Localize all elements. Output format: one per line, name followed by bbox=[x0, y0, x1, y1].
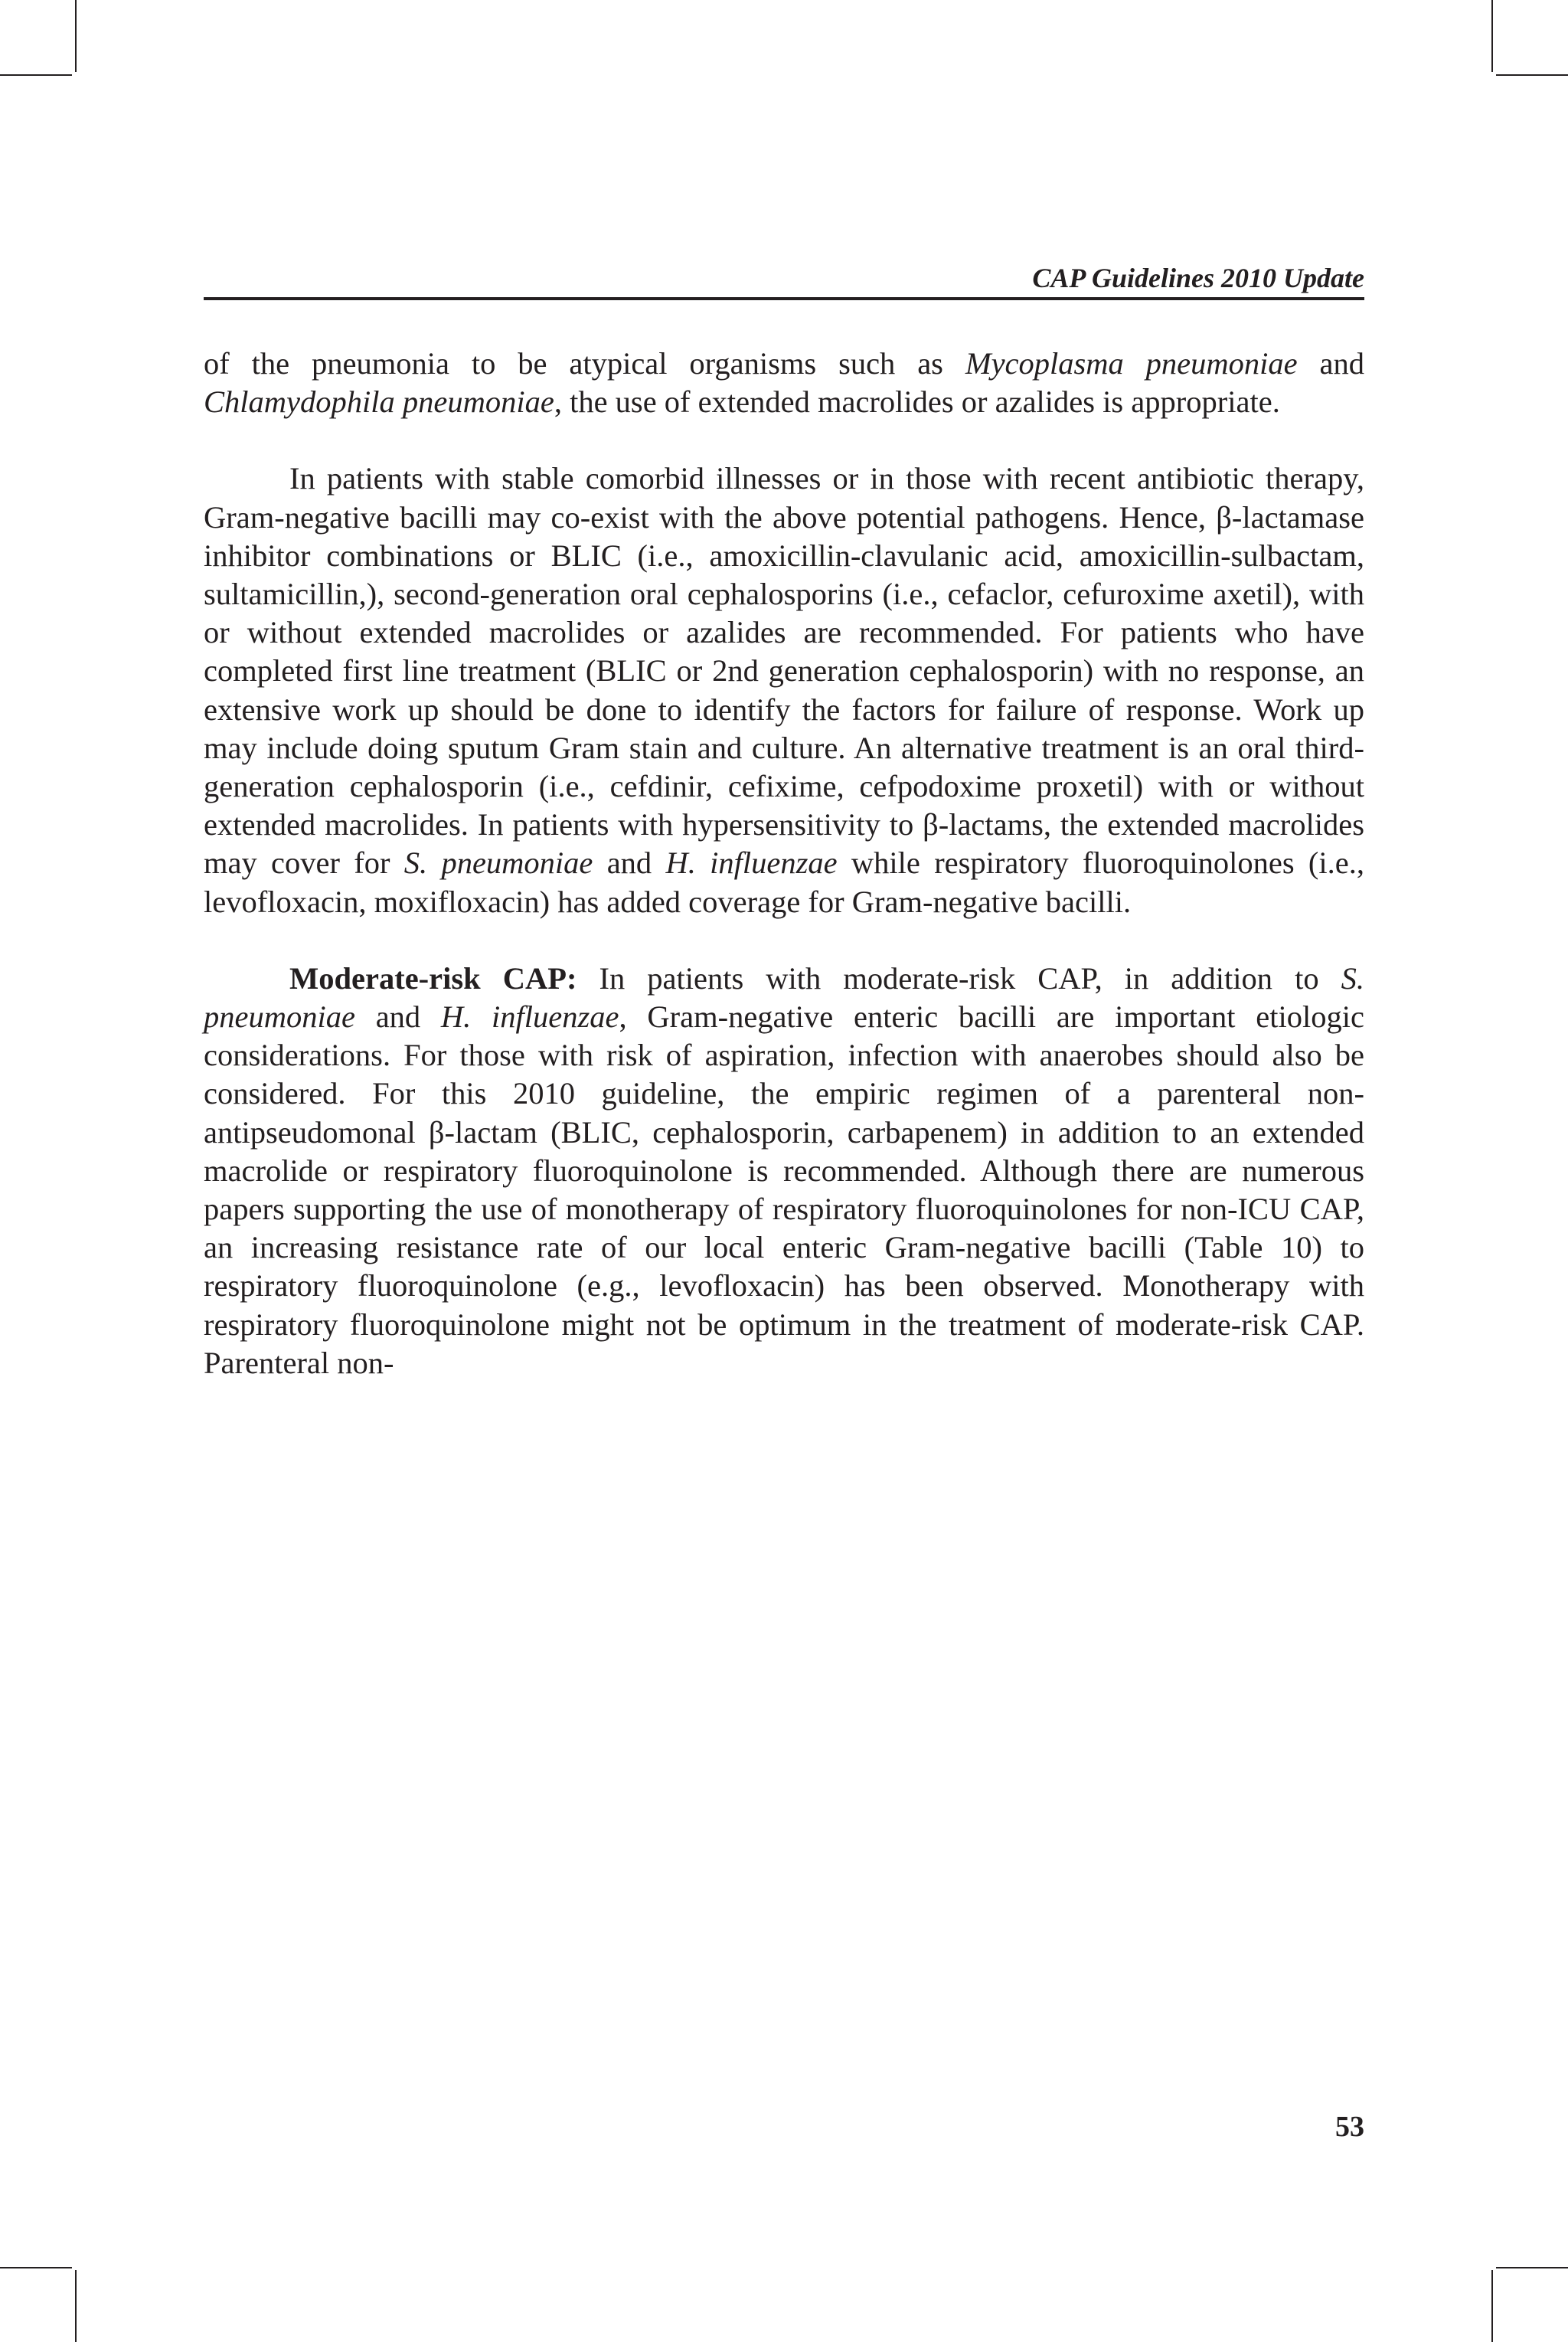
crop-mark bbox=[75, 2270, 77, 2342]
organism-name: H. influenzae bbox=[440, 999, 619, 1035]
running-head: CAP Guidelines 2010 Update bbox=[1032, 263, 1364, 293]
text-run: , the use of extended macrolides or azalides is appropriate. bbox=[554, 384, 1280, 420]
organism-name: Mycoplasma pneumoniae bbox=[965, 346, 1298, 381]
organism-name: S. pneumoniae bbox=[403, 846, 593, 881]
text-run: and bbox=[354, 999, 441, 1035]
crop-mark bbox=[1491, 0, 1493, 72]
section-heading: Moderate-risk CAP: bbox=[289, 960, 577, 996]
crop-mark bbox=[1496, 74, 1568, 76]
text-run: of the pneumonia to be atypical organisms such as bbox=[204, 346, 965, 381]
text-run: while respiratory fluoroquinolones (i.e., levofloxacin, moxifloxacin) has added coverage for Gram-negative bacilli. bbox=[204, 846, 1365, 919]
body-text bbox=[204, 345, 1364, 1421]
organism-name: Chlamydophila pneumoniae bbox=[204, 384, 554, 420]
paragraph-1 bbox=[204, 345, 1364, 421]
text-run: and bbox=[1297, 346, 1364, 381]
text-run: and bbox=[593, 846, 666, 881]
crop-mark bbox=[75, 0, 77, 72]
paragraph-2 bbox=[204, 460, 1364, 921]
crop-mark bbox=[1496, 2267, 1568, 2268]
text-run: , Gram-negative enteric bacilli are important etiologic considerations. For those with risk of aspiration, infection with anaerobes should also be considered. For this 2010 guideline, the empiric regimen of a parenteral non-antipseudomonal β-lactam (BLIC, cephalosporin, carbapenem) in addition to an extended macrolide or respiratory fluoroquinolone is recommended. Although there are numerous papers supporting the use of monotherapy of respiratory fluoroquinolones for non-ICU CAP, an increasing resistance rate of our local enteric Gram-negative bacilli (Table 10) to respiratory fluoroquinolone (e.g., levofloxacin) has been observed. Monotherapy with respiratory fluoroquinolone might not be optimum in the treatment of moderate-risk CAP. Parenteral non- bbox=[204, 999, 1364, 1380]
page-number: 53 bbox=[1335, 2111, 1364, 2143]
organism-name: H. influenzae bbox=[665, 846, 838, 881]
organism-name: S. pneumoniae bbox=[204, 960, 1364, 1035]
crop-mark bbox=[0, 74, 72, 76]
text-run: In patients with stable comorbid illnesses or in those with recent antibiotic therapy, Gram-negative bacilli may co-exist with the above potential pathogens. Hence, β-lactamase inhibitor combinations or BLIC (i.e., amoxicillin-clavulanic acid, amoxicillin-sulbactam, sultamicillin,), second-generation oral cephalosporins (i.e., cefaclor, cefuroxime axetil), with or without extended macrolides or azalides are recommended. For patients who have completed first line treatment (BLIC or 2nd generation cephalosporin) with no response, an extensive work up should be done to identify the factors for failure of response. Work up may include doing sputum Gram stain and culture. An alternative treatment is an oral third-generation cephalosporin (i.e., cefdinir, cefixime, cefpodoxime proxetil) with or without extended macrolides. In patients with hypersensitivity to β-lactams, the extended macrolides may cover for bbox=[204, 461, 1364, 881]
header-rule bbox=[204, 297, 1364, 300]
crop-mark bbox=[1491, 2270, 1493, 2342]
paragraph-3 bbox=[204, 960, 1364, 1382]
crop-mark bbox=[0, 2267, 72, 2268]
text-run: In patients with moderate-risk CAP, in addition to bbox=[577, 960, 1341, 996]
